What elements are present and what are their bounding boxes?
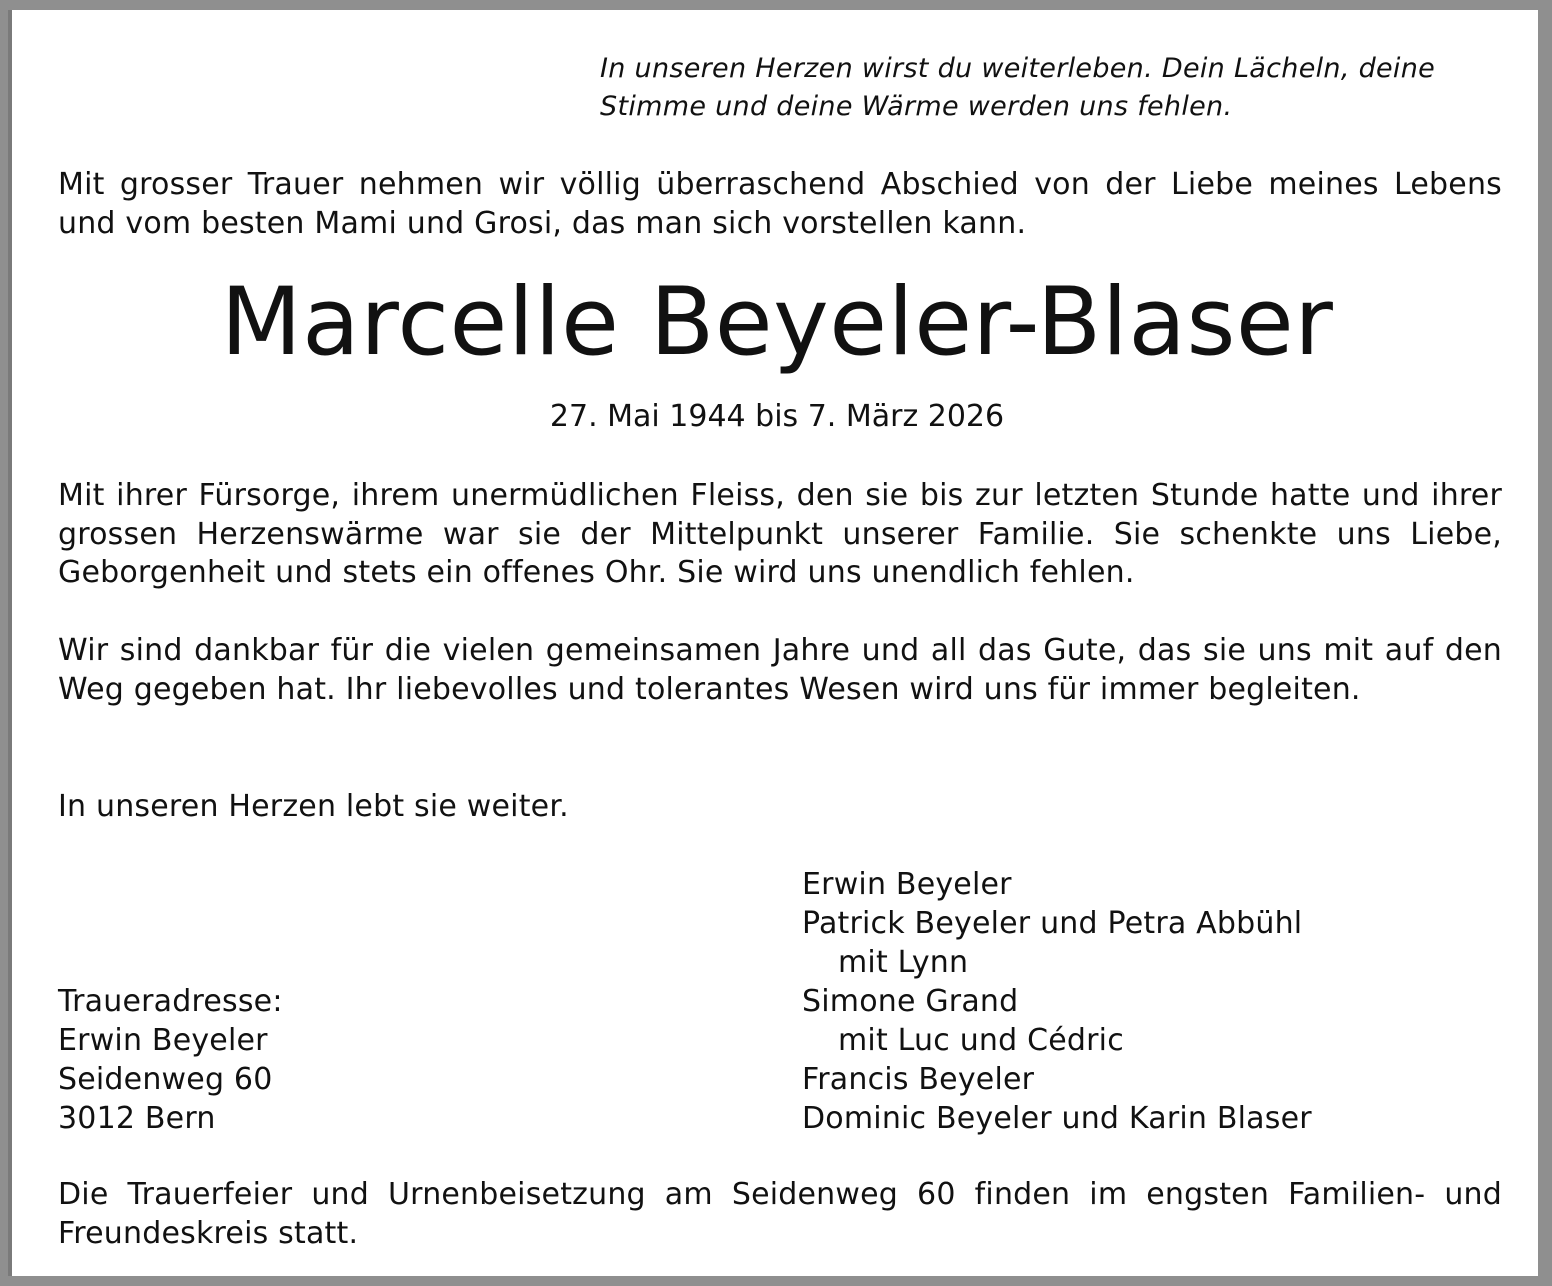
mourner-4: Francis Beyeler — [802, 1062, 1035, 1097]
intro-paragraph: Mit grosser Trauer nehmen wir völlig überraschend Abschied von der Liebe meines Lebens und vom besten Mami und Grosi, das man sich vorstellen kann. — [58, 167, 1502, 241]
motto-line-1: In unseren Herzen wirst du weiterleben. Dein Lächeln, deine — [600, 53, 1436, 84]
tribute-paragraph-2: Wir sind dankbar für die vielen gemeinsamen Jahre und all das Gute, das sie uns mit auf den Weg gegeben hat. Ihr liebevolles und tolerantes Wesen wird uns für immer begleiten. — [58, 633, 1502, 707]
mourner-2-child: mit Lynn — [838, 945, 969, 980]
life-dates: 27. Mai 1944 bis 7. März 2026 — [549, 399, 1005, 434]
mourner-2: Patrick Beyeler und Petra Abbühl — [802, 906, 1303, 941]
motto — [600, 50, 1520, 126]
obituary-page — [8, 10, 1538, 1276]
deceased-name: Marcelle Beyeler-Blaser — [220, 268, 1334, 377]
mourner-3: Simone Grand — [802, 984, 1019, 1019]
mourning-address — [58, 982, 283, 1138]
mourner-1: Erwin Beyeler — [802, 867, 1012, 902]
address-street: Seidenweg 60 — [58, 1062, 273, 1097]
mourner-5: Dominic Beyeler und Karin Blaser — [802, 1101, 1312, 1136]
address-label: Traueradresse: — [58, 984, 283, 1019]
address-name: Erwin Beyeler — [58, 1023, 268, 1058]
motto-line-2: Stimme und deine Wärme werden uns fehlen. — [600, 91, 1233, 122]
tribute-paragraph-1: Mit ihrer Fürsorge, ihrem unermüdlichen Fleiss, den sie bis zur letzten Stunde hatte und ihrer grossen Herzenswärme war sie der Mittelpunkt unserer Familie. Sie schenkte uns Liebe, Geborgenheit und stets ein offenes Ohr. Sie wird uns unendlich fehlen. — [58, 478, 1502, 590]
address-city: 3012 Bern — [58, 1101, 216, 1136]
mourners-list — [802, 865, 1312, 1138]
ceremony-note: Die Trauerfeier und Urnenbeisetzung am Seidenweg 60 finden im engsten Familien- und Freundeskreis statt. — [58, 1177, 1502, 1251]
tribute-paragraph-3: In unseren Herzen lebt sie weiter. — [58, 789, 569, 824]
mourner-3-children: mit Luc und Cédric — [838, 1023, 1124, 1058]
